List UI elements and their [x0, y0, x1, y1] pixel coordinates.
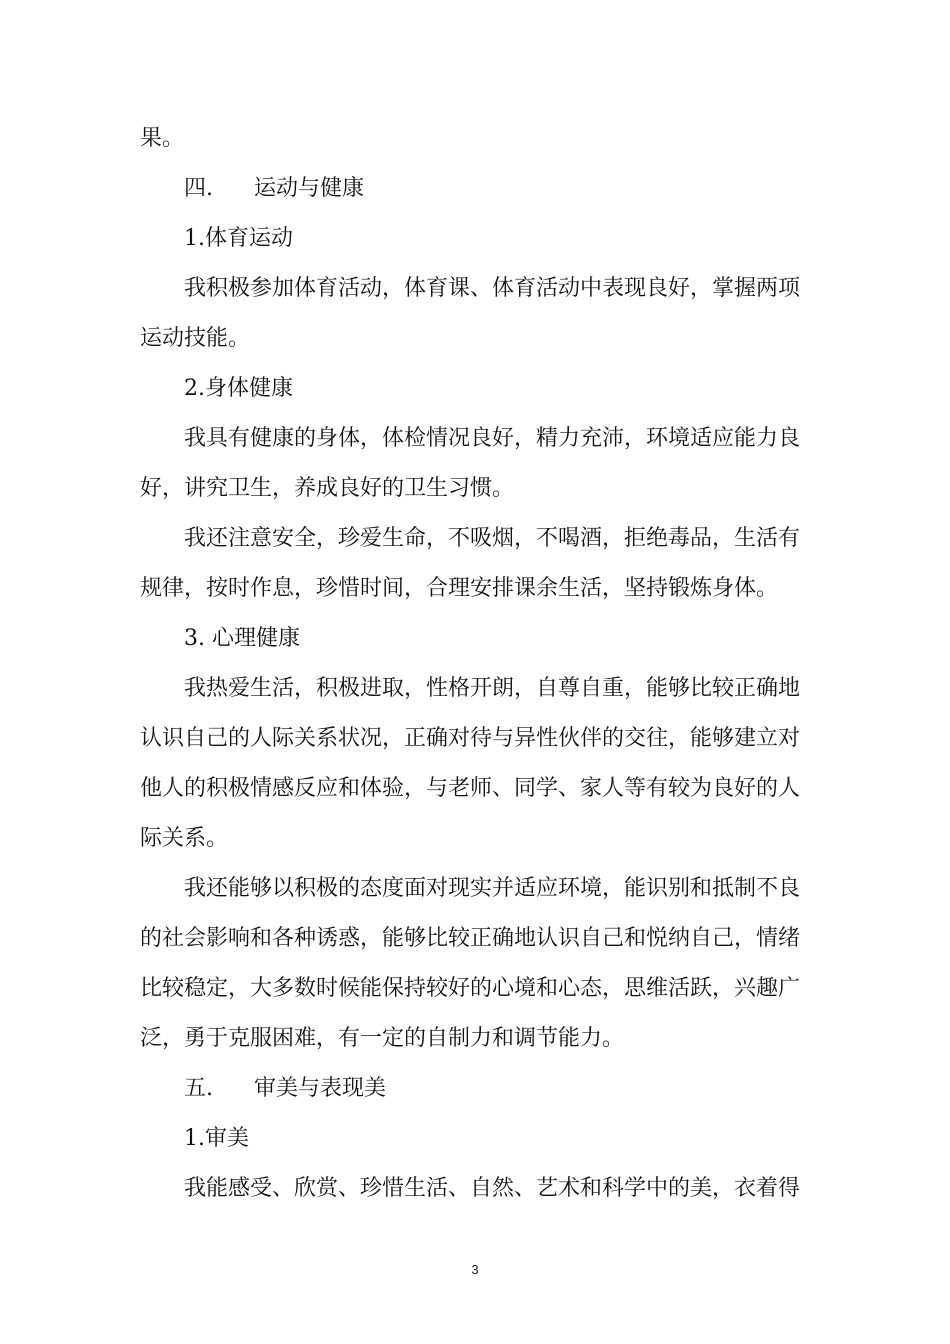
- paragraph-line: 比较稳定，大多数时候能保持较好的心境和心态，思维活跃，兴趣广: [140, 976, 801, 1001]
- subsection-heading-mental-health: 3. 心理健康: [184, 626, 300, 651]
- section-number: 五.: [184, 1076, 213, 1101]
- paragraph-line: 的社会影响和各种诱惑，能够比较正确地认识自己和悦纳自己，情绪: [140, 926, 801, 951]
- paragraph-line: 我具有健康的身体，体检情况良好，精力充沛，环境适应能力良: [184, 426, 801, 451]
- paragraph-line: 我能感受、欣赏、珍惜生活、自然、艺术和科学中的美，衣着得: [184, 1176, 801, 1201]
- section-heading-4: [184, 174, 364, 204]
- paragraph-line: 我热爱生活，积极进取，性格开朗，自尊自重，能够比较正确地: [184, 676, 801, 701]
- page-number: 3: [471, 1262, 479, 1277]
- section-heading-5: [184, 1074, 386, 1104]
- section-title: 审美与表现美: [254, 1076, 387, 1101]
- paragraph-line: 我还注意安全，珍爱生命，不吸烟，不喝酒，拒绝毒品，生活有: [184, 526, 801, 551]
- paragraph-continuation: 果。: [140, 126, 185, 151]
- section-number: 四.: [184, 176, 213, 201]
- paragraph-line: 我积极参加体育活动，体育课、体育活动中表现良好，掌握两项: [184, 276, 801, 301]
- subsection-heading-aesthetics: 1.审美: [184, 1126, 249, 1151]
- paragraph-line: 规律，按时作息，珍惜时间，合理安排课余生活，坚持锻炼身体。: [140, 576, 779, 601]
- section-title: 运动与健康: [254, 176, 365, 201]
- paragraph-line: 我还能够以积极的态度面对现实并适应环境，能识别和抵制不良: [184, 876, 801, 901]
- paragraph-line: 好，讲究卫生，养成良好的卫生习惯。: [140, 476, 515, 501]
- paragraph-line: 运动技能。: [140, 326, 251, 351]
- subsection-heading-sports: 1.体育运动: [184, 226, 293, 251]
- paragraph-line: 认识自己的人际关系状况，正确对待与异性伙伴的交往，能够建立对: [140, 726, 801, 751]
- paragraph-line: 际关系。: [140, 826, 229, 851]
- paragraph-line: 他人的积极情感反应和体验，与老师、同学、家人等有较为良好的人: [140, 776, 801, 801]
- paragraph-line: 泛，勇于克服困难，有一定的自制力和调节能力。: [140, 1026, 625, 1051]
- subsection-heading-physical-health: 2.身体健康: [184, 376, 293, 401]
